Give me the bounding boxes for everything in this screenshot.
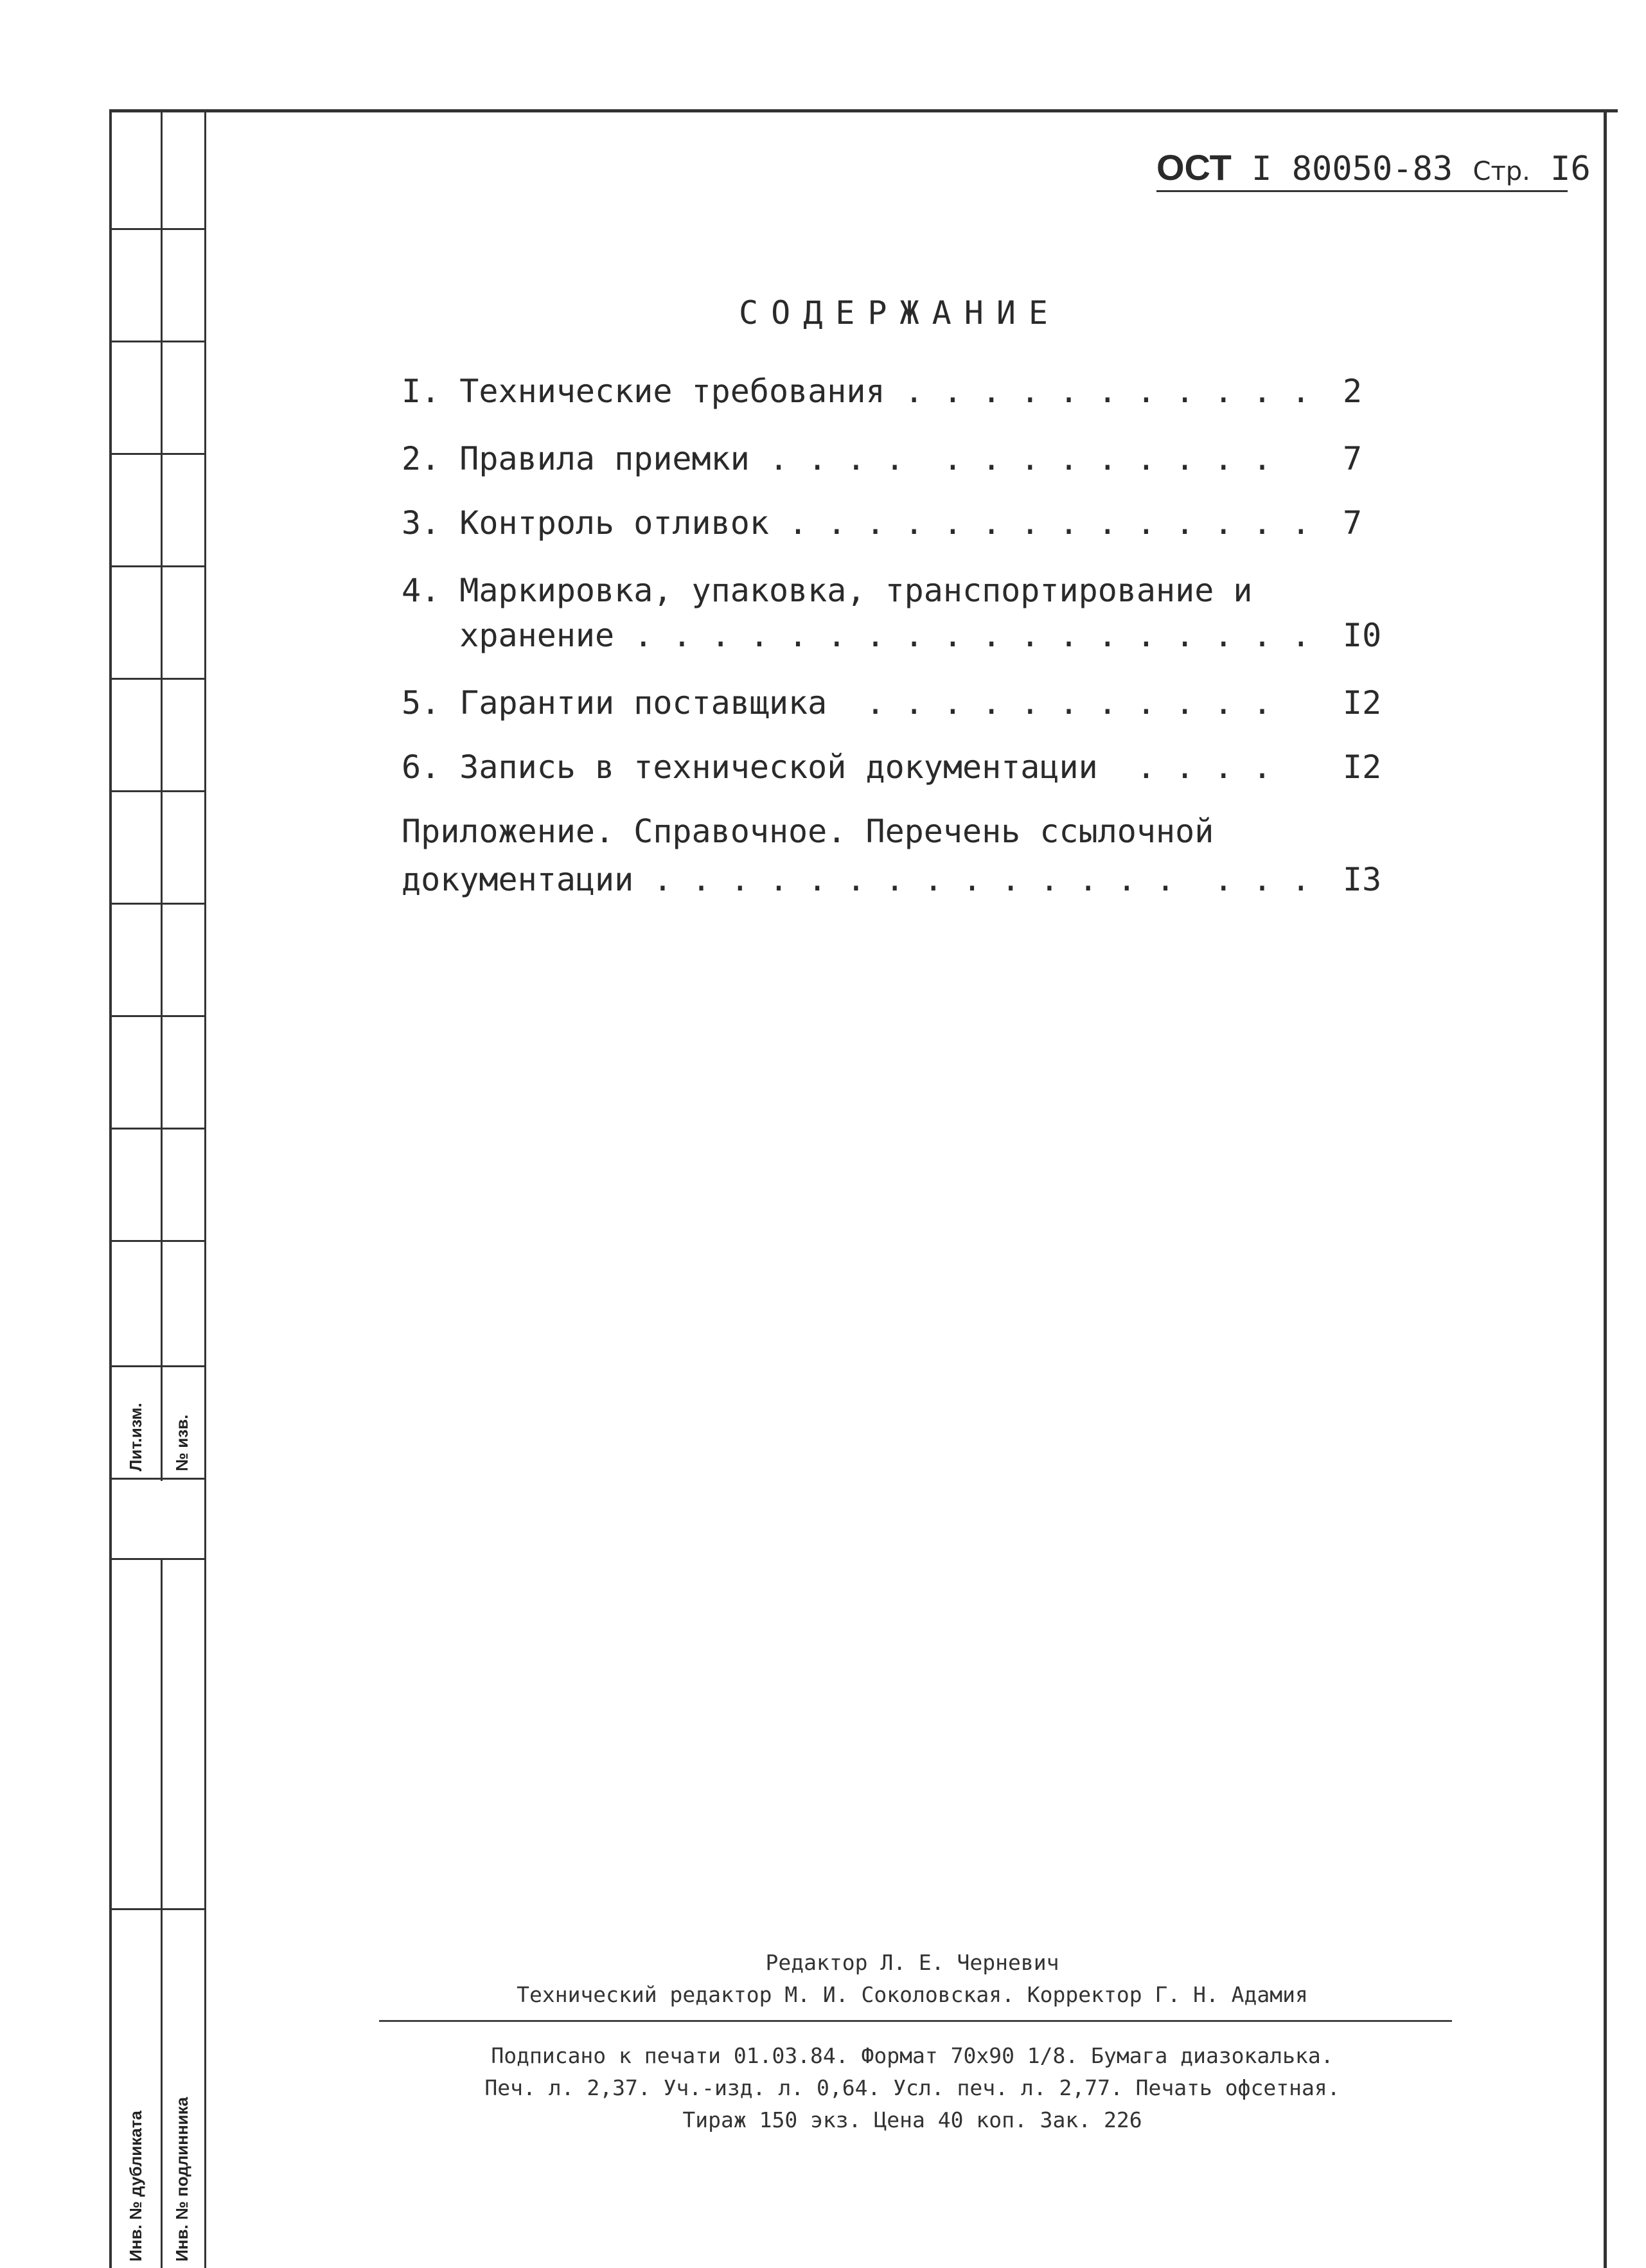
toc-page-3: 7 [1343, 504, 1363, 542]
ost-label: ОСТ [1156, 147, 1232, 188]
toc-entry-1: I. Технические требования . . . . . . . . . . . [402, 373, 1311, 410]
margin-label-no-izv: № изв. [172, 1414, 191, 1471]
margin-column-divider-lower [161, 1558, 163, 2268]
toc-entry-appendix: Приложение. Справочное. Перечень ссылочной [402, 813, 1214, 850]
margin-label-lit-izm: Лит.изм. [126, 1403, 145, 1471]
frame-top-border [109, 109, 1618, 112]
toc-page-appendix: I3 [1343, 861, 1382, 898]
toc-page-6: I2 [1343, 749, 1382, 786]
page-title: СОДЕРЖАНИЕ [739, 294, 1061, 332]
margin-column-divider-upper [161, 109, 163, 1481]
margin-column-divider-right [204, 109, 206, 2268]
toc-entry-5: 5. Гарантии поставщика . . . . . . . . . . . [402, 684, 1272, 722]
page-label: Стр. [1473, 157, 1530, 186]
toc-page-1: 2 [1343, 373, 1363, 410]
colophon-line-1: Подписано к печати 01.03.84. Формат 70x90 1/8. Бумага диазокалька. [491, 2043, 1334, 2068]
toc-page-5: I2 [1343, 684, 1382, 722]
toc-page-4: I0 [1343, 617, 1382, 654]
frame-right-border [1604, 109, 1607, 2268]
toc-entry-appendix-cont: документации . . . . . . . . . . . . . . . . . [402, 861, 1311, 898]
frame-left-border [109, 109, 112, 2268]
header-underline [1156, 190, 1568, 192]
colophon-line-2: Печ. л. 2,37. Уч.-изд. л. 0,64. Усл. печ. л. 2,77. Печать офсетная. [484, 2075, 1340, 2100]
toc-entry-6: 6. Запись в технической документации . . . . [402, 749, 1272, 786]
margin-label-inv-dubl: Инв. № дубликата [126, 2111, 145, 2262]
toc-entry-4: 4. Маркировка, упаковка, транспортирование и [402, 572, 1253, 609]
standard-number: I 80050-83 [1252, 150, 1453, 188]
colophon-tech-editor: Технический редактор М. И. Соколовская. Корректор Г. Н. Адамия [517, 1982, 1308, 2007]
toc-entry-3: 3. Контроль отливок . . . . . . . . . . . . . . [402, 504, 1311, 542]
colophon-editor: Редактор Л. Е. Черневич [765, 1950, 1059, 1975]
colophon-line-3: Тираж 150 экз. Цена 40 коп. Зак. 226 [682, 2107, 1142, 2132]
toc-entry-2: 2. Правила приемки . . . . . . . . . . . . . [402, 440, 1272, 477]
toc-page-2: 7 [1343, 440, 1363, 477]
page-number: I6 [1550, 150, 1591, 188]
colophon-rule [379, 2020, 1452, 2022]
toc-entry-4-cont: хранение . . . . . . . . . . . . . . . . . . [402, 617, 1311, 654]
document-code [1156, 146, 1591, 188]
margin-label-inv-podl: Инв. № подлинника [172, 2096, 191, 2262]
